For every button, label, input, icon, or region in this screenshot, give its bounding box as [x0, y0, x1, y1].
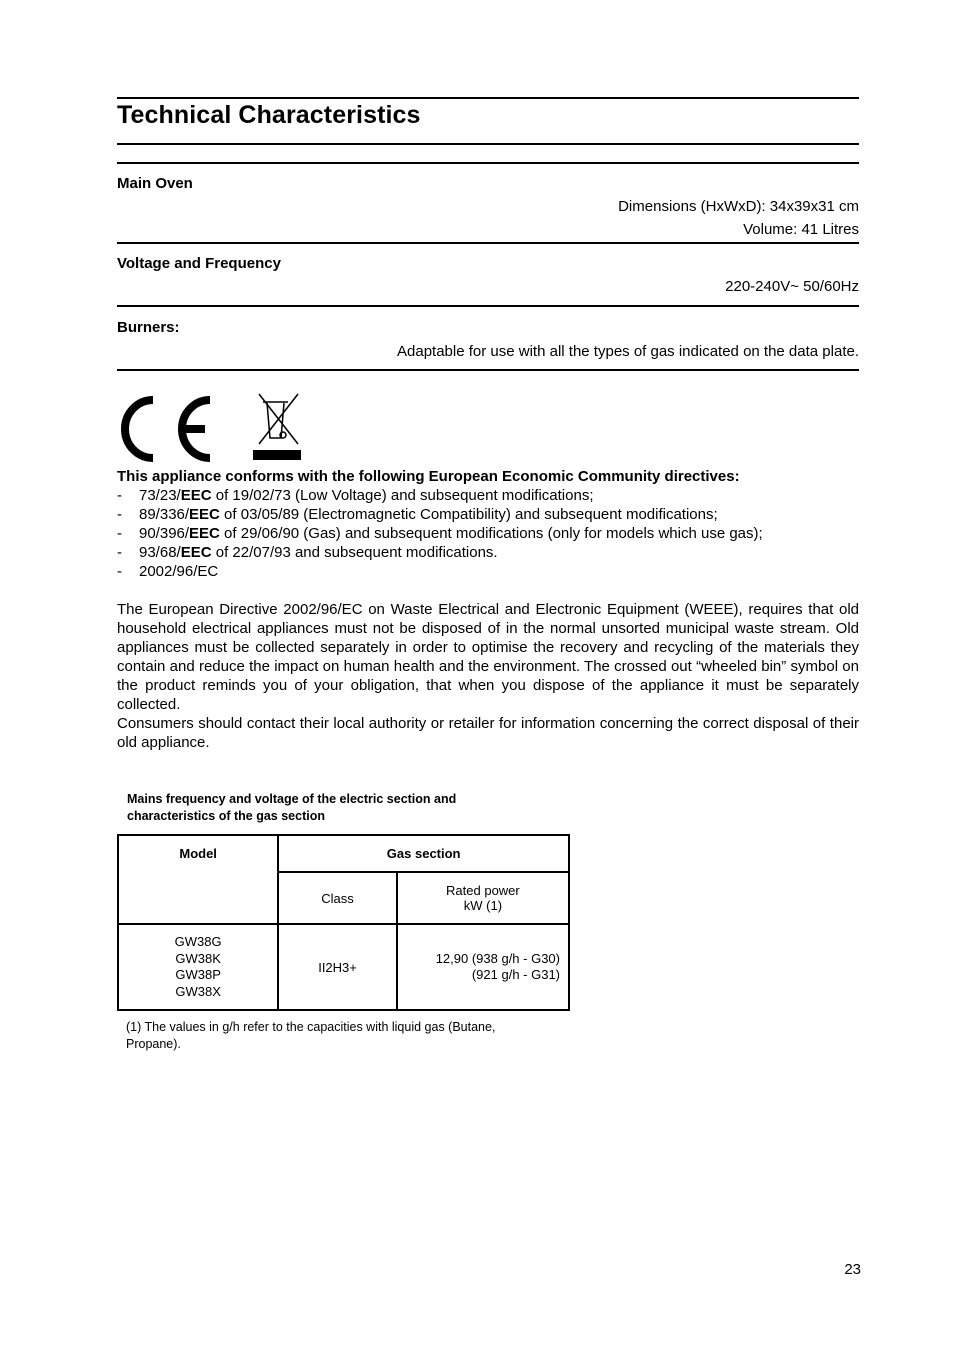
list-item: - 73/23/EEC of 19/02/73 (Low Voltage) and subsequent modifications; [117, 487, 594, 504]
directives-list [117, 486, 859, 581]
class-cell: II2H3+ [278, 924, 397, 1010]
main-oven-label: Main Oven [117, 175, 193, 192]
eec-directives [117, 467, 859, 581]
title-bottom-rule [117, 143, 859, 145]
compliance-logos [117, 392, 317, 464]
col-power-header: Rated power kW (1) [397, 872, 569, 924]
burners-label: Burners: [117, 319, 180, 336]
weee-paragraph-2: Consumers should contact their local authority or retailer for information concerning the correct disposal of their old appliance. [117, 715, 859, 751]
list-item: - 89/336/EEC of 03/05/89 (Electromagnetic Compatibility) and subsequent modifications; [117, 506, 718, 523]
directives-heading: This appliance conforms with the following European Economic Community directives: [117, 468, 740, 485]
list-item: - 90/396/EEC of 29/06/90 (Gas) and subsequent modifications (only for models which use gas); [117, 525, 763, 542]
burners-value: Adaptable for use with all the types of gas indicated on the data plate. [397, 343, 859, 360]
table-caption: Mains frequency and voltage of the electric section and characteristics of the gas section [127, 792, 457, 823]
gas-section-table [117, 834, 570, 1011]
oven-dimensions: Dimensions (HxWxD): 34x39x31 cm [618, 198, 859, 215]
col-gas-section-header: Gas section [278, 835, 569, 872]
weee-paragraph-1: The European Directive 2002/96/EC on Waste Electrical and Electronic Equipment (WEEE), requires that old household electrical appliances must not be disposed of in the normal unsorted municipal waste stream. Old appliances must be collected separately in order to optimise the recovery and recycling of the materials they contain and reduce the impact on human health and the environment. The crossed out “wheeled bin” symbol on the product reminds you of your obligation, that when you dispose of the appliance it must be separately collected. [117, 601, 859, 713]
weee-notice [117, 600, 859, 752]
list-item: - 2002/96/EC [117, 563, 219, 580]
voltage-label: Voltage and Frequency [117, 255, 281, 272]
section-rule-2 [117, 242, 859, 244]
power-cell: 12,90 (938 g/h - G30) (921 g/h - G31) [397, 924, 569, 1010]
oven-volume: Volume: 41 Litres [743, 221, 859, 238]
table-footnote: (1) The values in g/h refer to the capacities with liquid gas (Butane, Propane). [126, 1020, 496, 1051]
page-number: 23 [844, 1261, 861, 1278]
section-rule-4 [117, 369, 859, 371]
crossed-wheeled-bin-icon [253, 394, 301, 460]
top-rule [117, 97, 859, 99]
section-rule-1 [117, 162, 859, 164]
ce-mark-icon [125, 400, 210, 458]
table-row [118, 924, 569, 1010]
voltage-value: 220-240V~ 50/60Hz [725, 278, 859, 295]
page-title: Technical Characteristics [117, 101, 421, 129]
col-model-header: Model [118, 835, 278, 924]
section-rule-3 [117, 305, 859, 307]
model-cell: GW38G GW38K GW38P GW38X [118, 924, 278, 1010]
list-item: - 93/68/EEC of 22/07/93 and subsequent modifications. [117, 544, 498, 561]
col-class-header: Class [278, 872, 397, 924]
